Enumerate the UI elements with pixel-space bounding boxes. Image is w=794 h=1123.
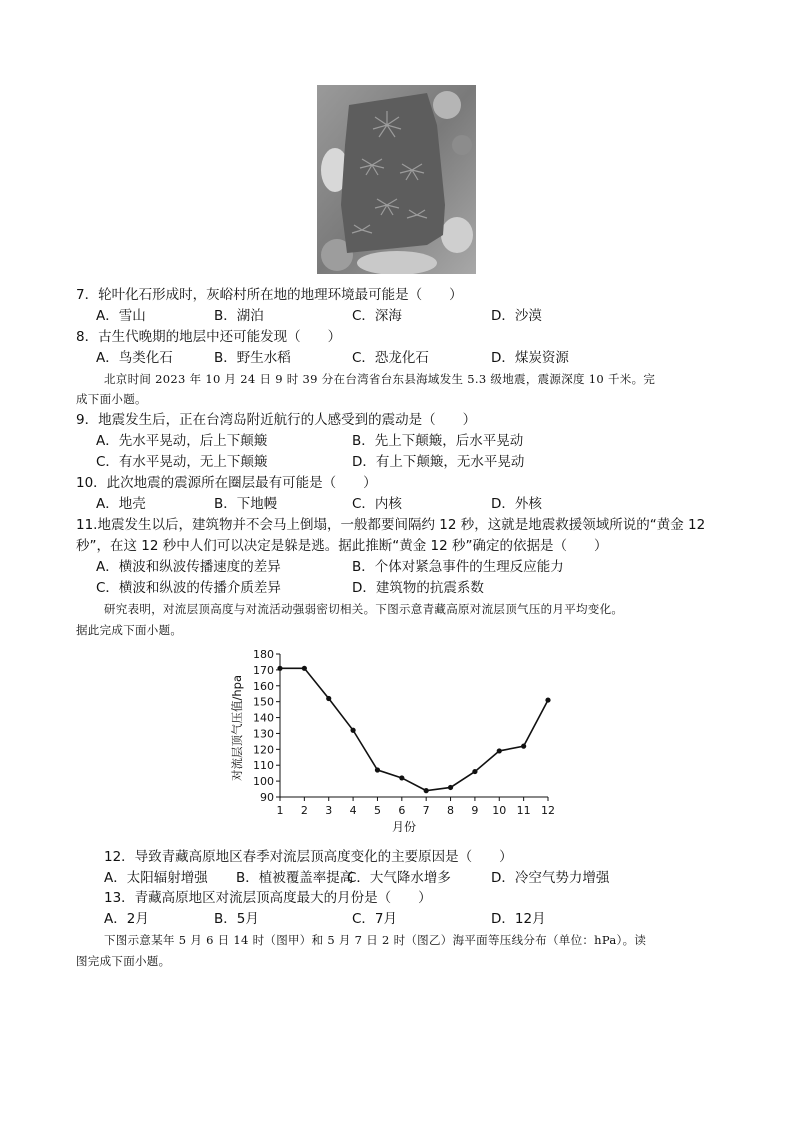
chart-x-tick-label: 8: [447, 804, 455, 817]
chart-x-tick-label: 1: [276, 804, 284, 817]
q13-option-d: D．12月: [491, 911, 546, 927]
chart-y-tick-label: 100: [253, 775, 274, 789]
chart-y-tick-label: 130: [253, 727, 274, 741]
chart-x-axis-label: 月份: [391, 820, 417, 834]
q7-option-a: A．雪山: [96, 308, 146, 324]
chart-x-tick-label: 10: [492, 804, 507, 817]
chart-data-point: [472, 769, 477, 774]
question-13-stem: 13．青藏高原地区对流层顶高度最大的月份是（ ）: [104, 890, 432, 906]
chart-data-point: [375, 767, 380, 772]
q12-option-d: D．冷空气势力增强: [491, 870, 610, 886]
question-10-stem: 10．此次地震的震源所在圈层最有可能是（ ）: [76, 475, 377, 491]
passage-tropopause-line2: 据此完成下面小题。: [76, 623, 183, 637]
chart-data-point: [448, 785, 453, 790]
passage-tropopause-line1: 研究表明，对流层顶高度与对流活动强弱密切相关。下图示意青藏高原对流层顶气压的月平均变化。: [104, 602, 624, 616]
question-7-stem: 7．轮叶化石形成时，灰峪村所在地的地理环境最可能是（ ）: [76, 287, 463, 303]
chart-data-point: [424, 788, 429, 793]
question-11-stem-line1: 11.地震发生以后，建筑物并不会马上倒塌，一般都要间隔约 12 秒，这就是地震救援领域所说的“黄金 12: [76, 517, 706, 533]
passage-earthquake-line2: 成下面小题。: [76, 392, 147, 406]
q9-option-d: D．有上下颠簸，无水平晃动: [352, 454, 525, 470]
q10-option-d: D．外核: [491, 496, 542, 512]
chart-data-point: [545, 697, 550, 702]
chart-data-point: [521, 744, 526, 749]
q11-option-d: D．建筑物的抗震系数: [352, 580, 484, 596]
chart-y-tick-label: 170: [253, 663, 274, 677]
q12-option-b: B．植被覆盖率提高: [236, 870, 354, 886]
chart-data-point: [326, 696, 331, 701]
chart-y-tick-label: 90: [260, 791, 274, 804]
q7-option-b: B．湖泊: [214, 308, 264, 324]
q12-option-c: C．大气降水增多: [347, 870, 451, 886]
passage-isobar-line1: 下图示意某年 5 月 6 日 14 时（图甲）和 5 月 7 日 2 时（图乙）海平面等压线分布（单位：hPa）。读: [104, 933, 647, 947]
chart-x-tick-label: 7: [422, 804, 430, 817]
chart-x-tick-label: 2: [300, 804, 308, 817]
q10-option-a: A．地壳: [96, 496, 146, 512]
question-11-stem-line2: 秒”，在这 12 秒中人们可以决定是躲是逃。据此推断“黄金 12 秒”确定的依据是（ ）: [76, 538, 608, 554]
chart-data-point: [277, 666, 282, 671]
q10-option-b: B．下地幔: [214, 496, 278, 512]
q9-option-a: A．先水平晃动，后上下颠簸: [96, 433, 268, 449]
chart-x-tick-label: 11: [516, 804, 531, 817]
q13-option-c: C．7月: [352, 911, 398, 927]
q11-option-c: C．横波和纵波的传播介质差异: [96, 580, 281, 596]
chart-data-point: [497, 748, 502, 753]
q10-option-c: C．内核: [352, 496, 402, 512]
question-9-stem: 9．地震发生后，正在台湾岛附近航行的人感受到的震动是（ ）: [76, 412, 477, 428]
chart-x-tick-label: 5: [373, 804, 381, 817]
q11-option-b: B．个体对紧急事件的生理反应能力: [352, 559, 564, 575]
q8-option-b: B．野生水稻: [214, 350, 291, 366]
chart-y-tick-label: 150: [253, 695, 274, 709]
chart-data-point: [302, 666, 307, 671]
q7-option-c: C．深海: [352, 308, 402, 324]
q13-option-a: A．2月: [104, 911, 149, 927]
q7-option-d: D．沙漠: [491, 308, 542, 324]
passage-isobar-line2: 图完成下面小题。: [76, 954, 171, 968]
chart-y-tick-label: 160: [253, 679, 274, 693]
tropopause-pressure-chart: [228, 645, 568, 840]
chart-y-tick-label: 110: [253, 759, 274, 773]
chart-x-tick-label: 12: [541, 804, 555, 817]
q11-option-a: A．横波和纵波传播速度的差异: [96, 559, 281, 575]
question-8-stem: 8．古生代晚期的地层中还可能发现（ ）: [76, 329, 342, 345]
chart-y-axis-label: 对流层顶气压值/hpa: [230, 674, 244, 782]
q8-option-a: A．鸟类化石: [96, 350, 173, 366]
chart-x-tick-label: 6: [398, 804, 406, 817]
chart-x-tick-label: 9: [471, 804, 479, 817]
q8-option-c: C．恐龙化石: [352, 350, 429, 366]
chart-y-tick-label: 180: [253, 648, 274, 661]
chart-y-tick-label: 120: [253, 743, 274, 757]
q13-option-b: B．5月: [214, 911, 259, 927]
chart-x-tick-label: 4: [349, 804, 357, 817]
q9-option-c: C．有水平晃动，无上下颠簸: [96, 454, 268, 470]
q9-option-b: B．先上下颠簸，后水平晃动: [352, 433, 524, 449]
chart-x-tick-label: 3: [325, 804, 333, 817]
chart-series-line: [280, 668, 548, 790]
q8-option-d: D．煤炭资源: [491, 350, 569, 366]
question-12-stem: 12．导致青藏高原地区春季对流层顶高度变化的主要原因是（ ）: [104, 849, 513, 865]
q12-option-a: A．太阳辐射增强: [104, 870, 208, 886]
chart-y-tick-label: 140: [253, 711, 274, 725]
chart-data-point: [399, 775, 404, 780]
fossil-photo: [317, 85, 476, 274]
passage-earthquake-line1: 北京时间 2023 年 10 月 24 日 9 时 39 分在台湾省台东县海域发生 5.3 级地震，震源深度 10 千米。完: [104, 372, 656, 386]
chart-data-point: [350, 728, 355, 733]
